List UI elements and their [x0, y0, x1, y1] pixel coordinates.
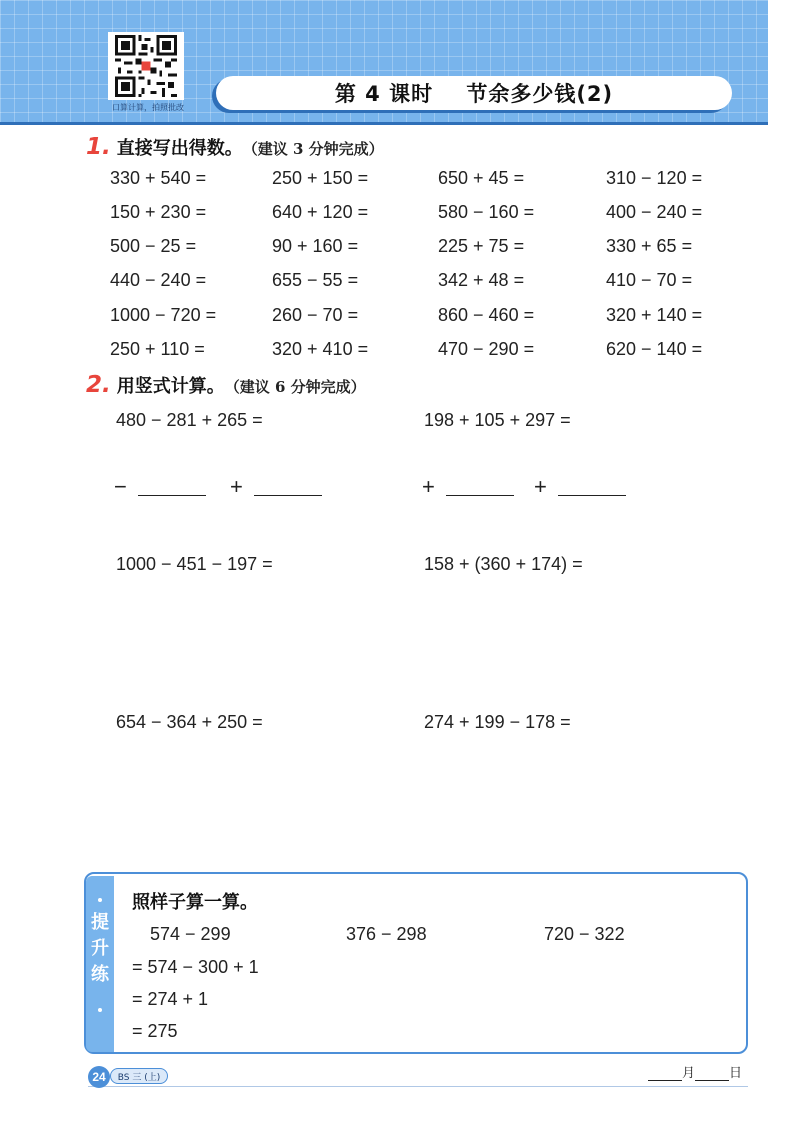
oral-problem: 225 + 75 = [438, 236, 525, 256]
answer-blank-group [230, 476, 322, 498]
practice-tab-label: 提升练 [91, 912, 109, 985]
oral-problem: 470 − 290 = [438, 339, 535, 359]
oral-problem: 330 + 65 = [606, 236, 693, 256]
header-underline [0, 122, 768, 125]
operator-plus: + [534, 474, 547, 499]
section-number: 2. [86, 372, 111, 398]
footer-divider [88, 1086, 748, 1087]
oral-problem: 860 − 460 = [438, 305, 535, 325]
oral-problem: 640 + 120 = [272, 202, 369, 222]
oral-problem: 320 + 140 = [606, 305, 703, 325]
answer-blank-group [422, 476, 514, 498]
page-number: 24 [88, 1066, 110, 1088]
section-number: 1. [86, 134, 111, 160]
oral-problem: 260 − 70 = [272, 305, 359, 325]
section-title: 用竖式计算。 [116, 376, 225, 397]
qr-caption: 口算计算，拍照批改 [112, 103, 184, 112]
section-title: 直接写出得数。 [116, 138, 243, 159]
oral-problem: 440 − 240 = [110, 270, 207, 290]
answer-line[interactable] [138, 495, 206, 496]
tab-dot [98, 1008, 102, 1012]
vertical-calc-problem: 198 + 105 + 297 = [424, 410, 571, 430]
oral-problem: 310 − 120 = [606, 168, 703, 188]
lesson-title-banner [216, 76, 732, 110]
oral-problem: 500 − 25 = [110, 236, 197, 256]
vertical-calc-problem: 1000 − 451 − 197 = [116, 554, 273, 574]
oral-problem: 250 + 150 = [272, 168, 369, 188]
oral-problem: 320 + 410 = [272, 339, 369, 359]
oral-problem: 655 − 55 = [272, 270, 359, 290]
oral-problem: 150 + 230 = [110, 202, 207, 222]
edition-label: BS 三 (上) [110, 1068, 168, 1084]
oral-problem: 650 + 45 = [438, 168, 525, 188]
tab-dot [98, 898, 102, 902]
answer-blank-group [114, 476, 206, 498]
oral-problem: 620 − 140 = [606, 339, 703, 359]
date-fill-in [648, 1062, 742, 1081]
day-blank[interactable] [695, 1067, 729, 1081]
answer-line[interactable] [254, 495, 322, 496]
section-1-heading [86, 134, 384, 160]
example-line: 574 − 299 [150, 924, 231, 944]
section-2-heading [86, 372, 366, 398]
oral-problem: 410 − 70 = [606, 270, 693, 290]
answer-line[interactable] [446, 495, 514, 496]
oral-problem: 342 + 48 = [438, 270, 525, 290]
lesson-title: 第 4 课时 节余多少钱(2) [334, 82, 614, 106]
answer-blank-group [534, 476, 626, 498]
vertical-calc-problem: 158 + (360 + 174) = [424, 554, 583, 574]
vertical-calc-problem: 480 − 281 + 265 = [116, 410, 263, 430]
vertical-calc-problem: 654 − 364 + 250 = [116, 712, 263, 732]
month-label: 月 [682, 1066, 696, 1081]
example-line: = 274 + 1 [132, 989, 209, 1009]
oral-problem: 1000 − 720 = [110, 305, 217, 325]
practice-problem: 720 − 322 [544, 924, 625, 944]
oral-problem: 580 − 160 = [438, 202, 535, 222]
example-line: = 574 − 300 + 1 [132, 957, 259, 977]
vertical-calc-problem: 274 + 199 − 178 = [424, 712, 571, 732]
day-label: 日 [729, 1066, 743, 1081]
oral-problem: 400 − 240 = [606, 202, 703, 222]
oral-problem: 330 + 540 = [110, 168, 207, 188]
month-blank[interactable] [648, 1067, 682, 1081]
practice-problem: 376 − 298 [346, 924, 427, 944]
section-hint: （建议 3 分钟完成） [242, 140, 384, 158]
answer-line[interactable] [558, 495, 626, 496]
qr-code-icon[interactable] [108, 32, 184, 100]
operator-plus: + [422, 474, 435, 499]
example-line: = 275 [132, 1021, 178, 1041]
oral-problem: 90 + 160 = [272, 236, 359, 256]
operator-minus: − [114, 474, 127, 499]
operator-plus: + [230, 474, 243, 499]
oral-problem: 250 + 110 = [110, 339, 205, 359]
practice-title: 照样子算一算。 [132, 892, 258, 913]
section-hint: （建议 6 分钟完成） [224, 378, 366, 396]
